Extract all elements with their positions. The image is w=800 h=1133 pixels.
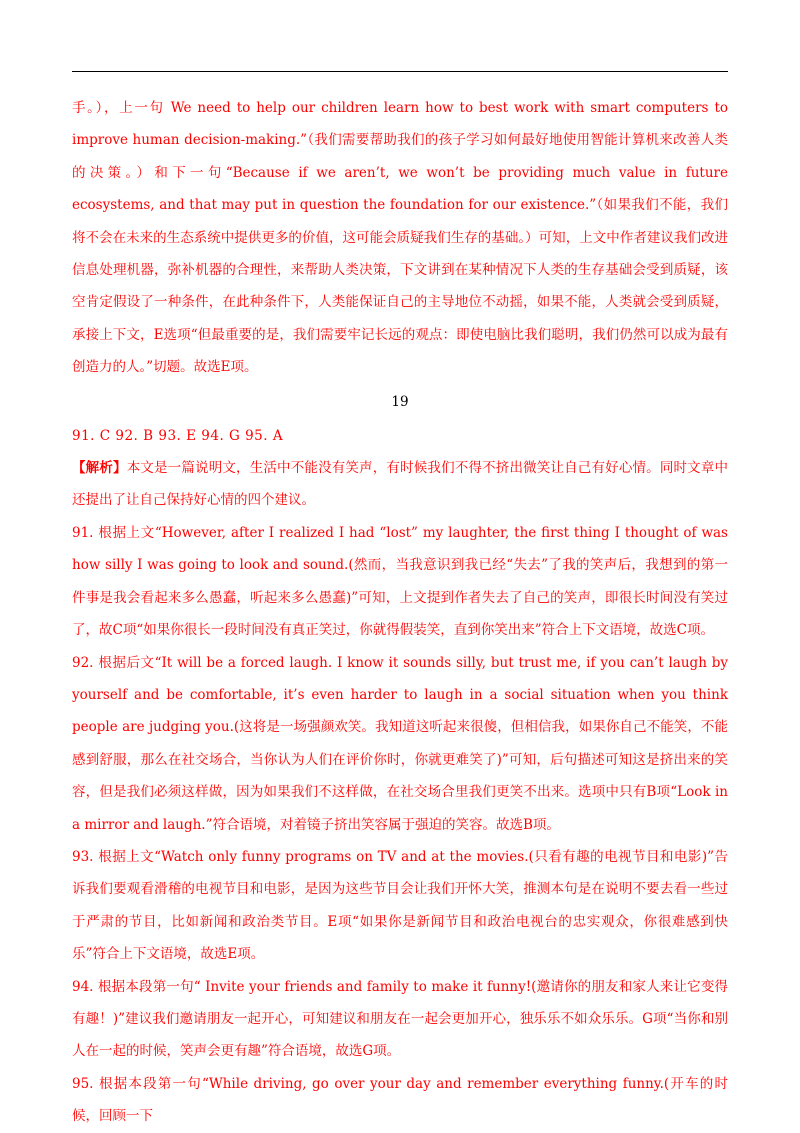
explanation-item-92: [72, 647, 728, 841]
analysis-label: 【解析】: [72, 460, 127, 477]
item-text: 根据本段第一句“ Invite your friends and family to make it funny!(邀请你的朋友和家人来让它变得有趣！)”建议我们邀请朋友一起开心，可知建议和朋友在一起会更加开心，独乐乐不如众乐乐。G项“当你和别人在一起的时候，笑声会更有趣”符合语境，故选G项。: [72, 978, 728, 1060]
item-text: 根据本段第一句“While driving, go over your day and remember everything funny.(开车的时候，回顾一下: [72, 1075, 729, 1125]
explanation-item-93: [72, 841, 728, 971]
item-number: 95.: [72, 1075, 94, 1092]
page-number: 19: [391, 393, 409, 410]
item-number: 91.: [72, 524, 94, 541]
continued-paragraph: 手。），上一句 We need to help our children learn how to best work with smart computers to improve human decision-making.”（我们需要帮助我们的孩子学习如何最好地使用智能计算机来改善人类的决策。）和下一句“Because if we aren’t, we won’t be providing much value in future ecosystems, and that may put in question the foundation for our existence.”（如果我们不能，我们将不会在未来的生态系统中提供更多的价值，这可能会质疑我们生存的基础。）可知，上文中作者建议我们改进信息处理机器，弥补机器的合理性，来帮助人类决策，下文讲到在某种情况下人类的生存基础会受到质疑，该空肯定假设了一种条件，在此种条件下，人类能保证自己的主导地位不动摇，如果不能，人类就会受到质疑，承接上下文，E选项“但最重要的是，我们需要牢记长远的观点：即使电脑比我们聪明，我们仍然可以成为最有创造力的人。”切题。故选E项。: [72, 100, 728, 376]
item-text: 根据上文“However, after I realized I had “lost” my laughter, the first thing I thought of was how silly I was going to look and sound.(然而，当我意识到我已经“失去”了我的笑声后，我想到的第一件事是我会看起来多么愚蠢，听起来多么愚蠢)”可知，上文提到作者失去了自己的笑声，即很长时间没有笑过了，故C项“如果你很长一段时间没有真正笑过，你就得假装笑，直到你笑出来”符合上下文语境，故选C项。: [72, 524, 728, 639]
item-number: 92.: [72, 654, 94, 671]
analysis-text: 本文是一篇说明文，生活中不能没有笑声，有时候我们不得不挤出微笑让自己有好心情。同时文章中还提出了让自己保持好心情的四个建议。: [72, 460, 729, 509]
explanation-item-91: [72, 517, 728, 647]
item-text: 根据后文“It will be a forced laugh. I know it sounds silly, but trust me, if you can’t laugh by yourself and be comfortable, it’s even harder to laugh in a social situation when you think people are judging you.(这将是一场强颜欢笑。我知道这听起来很傻，但相信我，如果你自己不能笑，不能感到舒服，那么在社交场合，当你认为人们在评价你时，你就更难笑了)”可知，后句描述可知这是挤出来的笑容，但是我们必须这样做，因为如果我们不这样做，在社交场合里我们更笑不出来。选项中只有B项“Look in a mirror and laugh.”符合语境，对着镜子挤出笑容属于强迫的笑容。故选B项。: [72, 654, 729, 833]
explanation-item-95: [72, 1068, 728, 1133]
item-text: 根据上文“Watch only funny programs on TV and at the movies.(只看有趣的电视节目和电影)”告诉我们要观看滑稽的电视节目和电影，是因为这些节目会让我们开怀大笑，推测本句是在说明不要去看一些过于严肃的节目，比如新闻和政治类节目。E项“如果你是新闻节目和政治电视台的忠实观众，你很难感到快乐”符合上下文语境，故选E项。: [72, 848, 728, 963]
header-rule: [72, 71, 728, 72]
page-body: [72, 92, 728, 1133]
analysis-paragraph: [72, 452, 728, 517]
explanation-item-94: [72, 971, 728, 1068]
answer-key: 91. C 92. B 93. E 94. G 95. A: [72, 427, 284, 444]
item-number: 93.: [72, 848, 94, 865]
item-number: 94.: [72, 978, 94, 995]
